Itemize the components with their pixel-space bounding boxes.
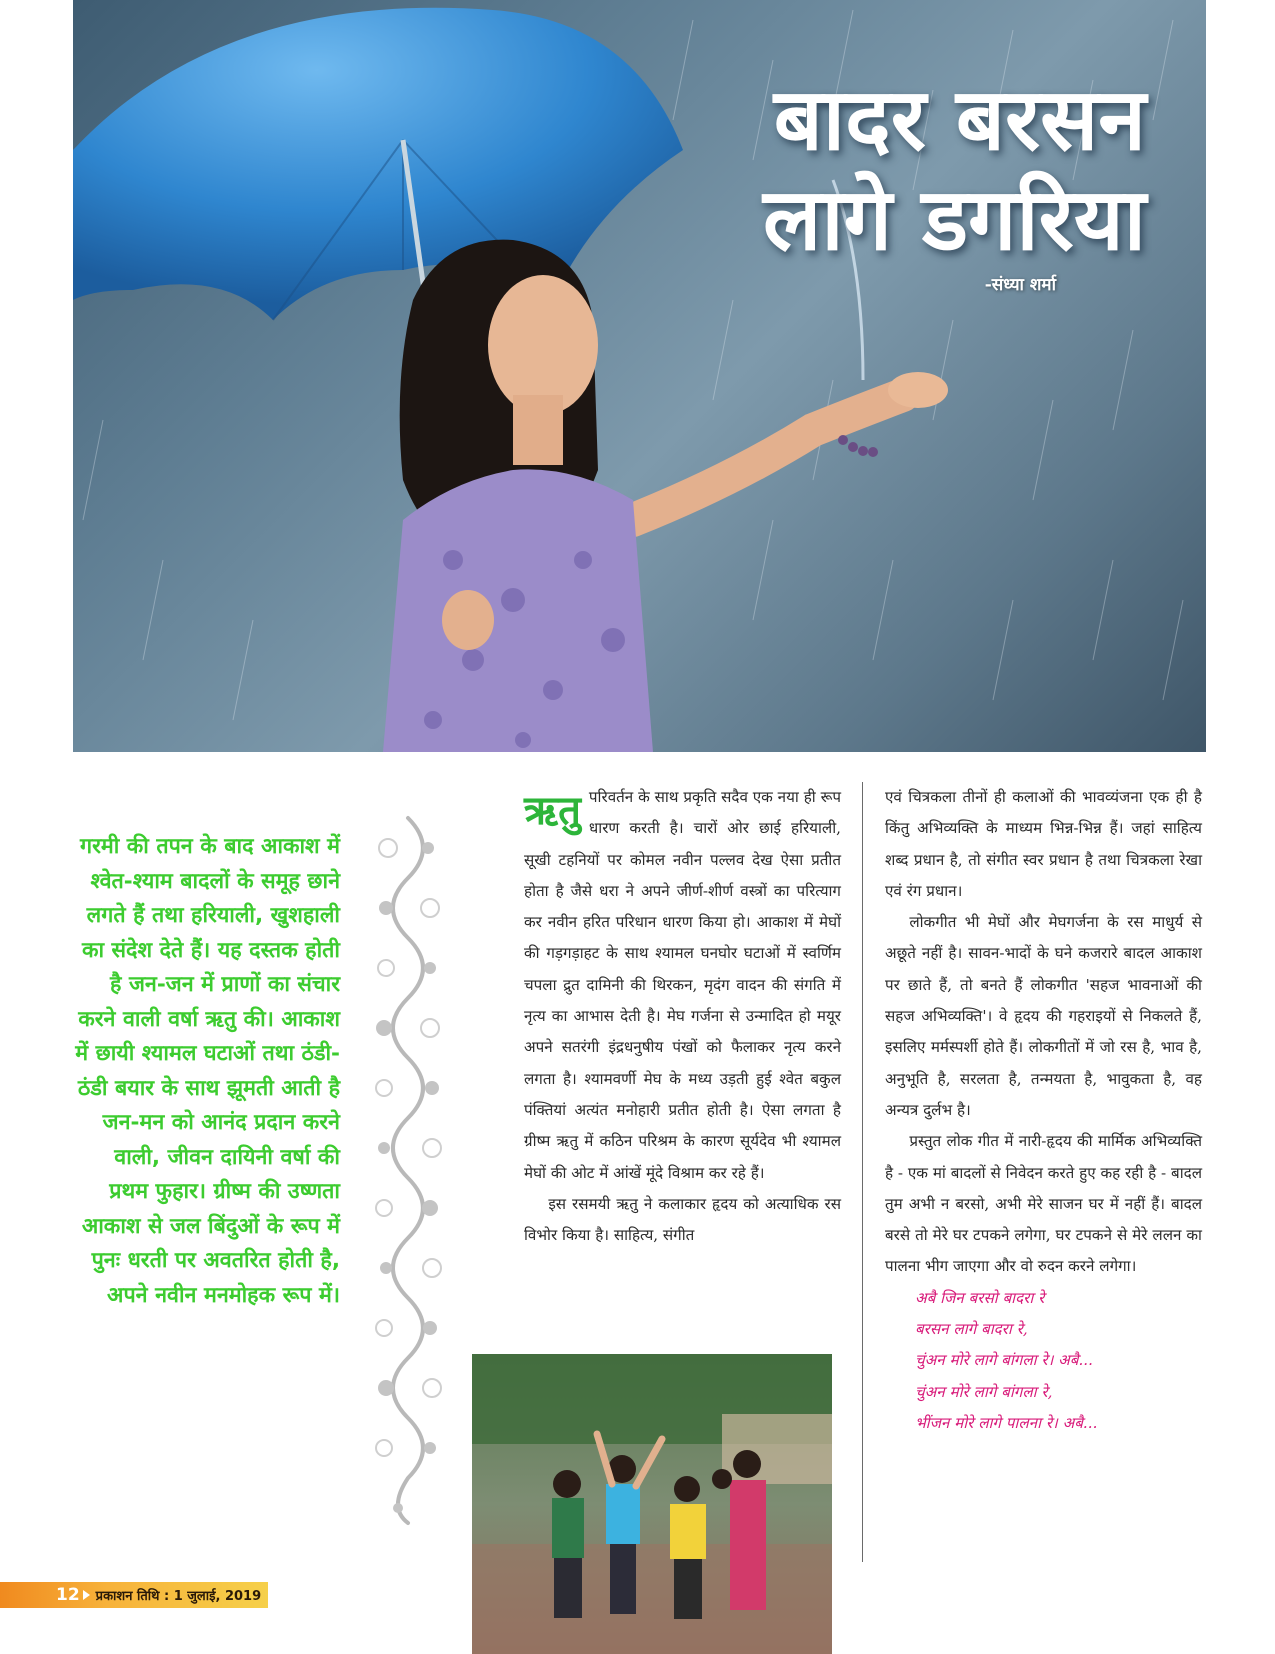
- drop-cap: ऋतु: [524, 788, 581, 834]
- article-paragraph-4: लोकगीत भी मेघों और मेघगर्जना के रस माधुर्य से अछूते नहीं है। सावन-भादों के घने कजरारे बादल आकाश पर छाते हैं, तो बनते हैं लोकगीत 'सहज भावनाओं की सहज अभिव्यक्ति'। वे हृदय की गहराइयों से निकलते हैं, इसलिए मर्मस्पर्शी होते हैं। लोकगीतों में जो रस है, भाव है, अनुभूति है, सरलता है, तन्मयता है, भावुकता है, वह अन्यत्र दुर्लभ है।: [885, 913, 1202, 1119]
- arrow-right-icon: [83, 1590, 90, 1600]
- floral-ornament: [368, 808, 448, 1528]
- folk-song-verse: [885, 1283, 1202, 1439]
- article-paragraph-3: एवं चित्रकला तीनों ही कलाओं की भावव्यंजना एक ही है किंतु अभिव्यक्ति के माध्यम भिन्न-भिन्न हैं। जहां साहित्य शब्द प्रधान है, तो संगीत स्वर प्रधान है तथा चित्रकला रेखा एवं रंग प्रधान।: [885, 788, 1202, 900]
- hero-image: [73, 0, 1206, 752]
- article-column-2: [885, 782, 1202, 1439]
- poem-line: अबै जिन बरसो बादरा रे: [915, 1288, 1045, 1307]
- article-paragraph-1: [524, 782, 841, 1189]
- article-title-line2: लागे डगरिया: [763, 170, 1146, 270]
- poem-line: बरसन लागे बादरा रे,: [915, 1320, 1028, 1339]
- publish-date: प्रकाशन तिथि : 1 जुलाई, 2019: [95, 1589, 262, 1604]
- article-author: -संध्या शर्मा: [984, 275, 1056, 295]
- page-footer: [0, 1582, 268, 1608]
- column-divider: [862, 782, 863, 1562]
- poem-line: भींजन मोरे लागे पालना रे। अबै...: [915, 1413, 1098, 1432]
- article-paragraph-1-text: परिवर्तन के साथ प्रकृति सदैव एक नया ही रूप धारण करती है। चारों ओर छाई हरियाली, सूखी टहनियों पर कोमल नवीन पल्लव देख ऐसा प्रतीत होता है जैसे धरा ने अपने जीर्ण-शीर्ण वस्त्रों का परित्याग कर नवीन हरित परिधान धारण किया हो। आकाश में मेघों की गड़गड़ाहट के साथ श्यामल घनघोर घटाओं में स्वर्णिम चपला द्रुत दामिनी की थिरकन, मृदंग वादन की संगति में नृत्य का आभास देती है। मेघ गर्जना से उन्मादित हो मयूर अपने सतरंगी इंद्रधनुषीय पंखों को फैलाकर नृत्य करने लगता है। श्यामवर्णी मेघ के मध्य उड़ती हुई श्वेत बकुल पंक्तियां अत्यंत मनोहारी प्रतीत होती है। ऐसा लगता है ग्रीष्म ऋतु में कठिन परिश्रम के कारण सूर्यदेव भी श्यामल मेघों की ओट में आंखें मूंदे विश्राम कर रहे हैं।: [524, 788, 841, 1182]
- article-column-1: [524, 782, 841, 1251]
- poem-line: चुंअन मोरे लागे बांगला रे। अबै...: [915, 1351, 1093, 1370]
- pull-quote: गरमी की तपन के बाद आकाश में श्वेत-श्याम बादलों के समूह छाने लगते हैं तथा हरियाली, खुशहाली का संदेश देते हैं। यह दस्तक होती है जन-जन में प्राणों का संचार करने वाली वर्षा ऋतु की। आकाश में छायी श्यामल घटाओं तथा ठंडी-ठंडी बयार के साथ झूमती आती है जन-मन को आनंद प्रदान करने वाली, जीवन दायिनी वर्षा की प्रथम फुहार। ग्रीष्म की उष्णता आकाश से जल बिंदुओं के रूप में पुनः धरती पर अवतरित होती है, अपने नवीन मनमोहक रूप में।: [75, 834, 340, 1308]
- article-paragraph-5: प्रस्तुत लोक गीत में नारी-हृदय की मार्मिक अभिव्यक्ति है - एक मां बादलों से निवेदन करते हुए कह रही है - बादल तुम अभी न बरसो, अभी मेरे साजन घर में नहीं हैं। बादल बरसे तो मेरे घर टपकने लगेगा, घर टपकने से मेरे ललन का पालना भीग जाएगा और वो रुदन करने लगेगा।: [885, 1132, 1202, 1276]
- article-title: [506, 70, 1146, 270]
- article-title-line1: बादर बरसन: [773, 70, 1146, 170]
- poem-line: चुंअन मोरे लागे बांगला रे,: [915, 1382, 1053, 1401]
- page-number: 12: [56, 1585, 80, 1605]
- article-paragraph-2: इस रसमयी ऋतु ने कलाकार हृदय को अत्याधिक रस विभोर किया है। साहित्य, संगीत: [524, 1194, 841, 1245]
- inset-photo-rain-dance: [472, 1354, 832, 1654]
